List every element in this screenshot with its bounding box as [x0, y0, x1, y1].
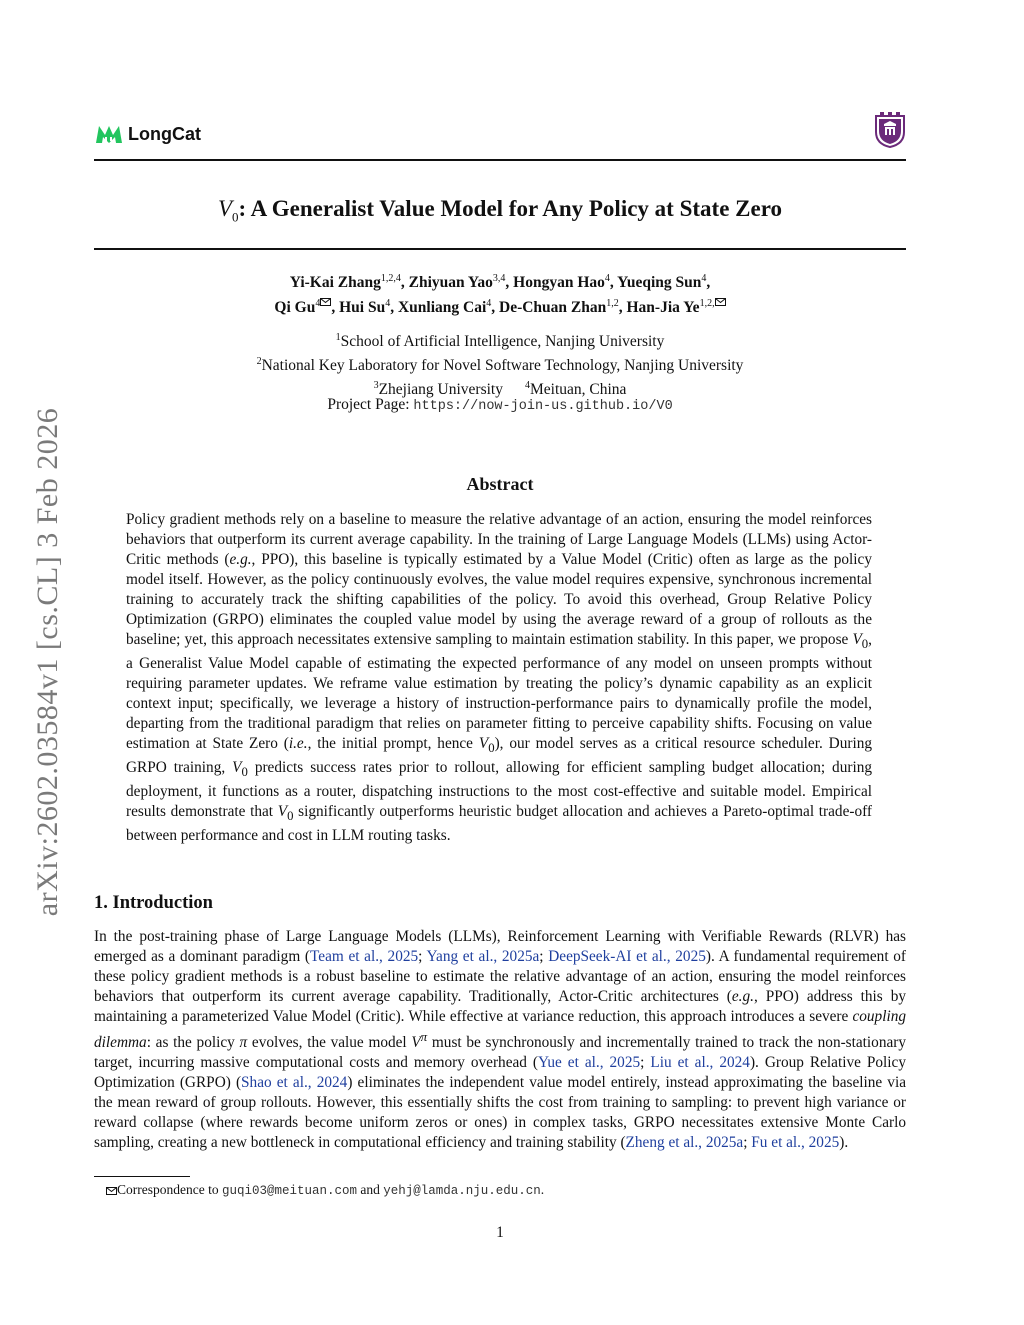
arxiv-stamp	[28, 380, 68, 945]
longcat-logo-icon	[94, 123, 124, 145]
introduction-body: In the post-training phase of Large Language Models (LLMs), Reinforcement Learning with Verifiable Rewards (RLVR) has emerged as a dominant paradigm (Team et al., 2025; Yang et al., 2025a; DeepSeek-AI et al., 2025). A fundamental requirement of these policy gradient methods is a robust baseline to estimate the relative advantage of an action, ensuring the model reinforces behaviors that outperform its current average capability. Traditionally, Actor-Critic architectures (e.g., PPO) address this by maintaining a parameterized Value Model (Critic). While effective at variance reduction, this approach introduces a severe coupling dilemma: as the policy π evolves, the value model $V^\pi$ must be synchronously and incrementally trained to track the non-stationary target, incurring massive computational costs and memory overhead (Yue et al., 2025; Liu et al., 2024). Group Relative Policy Optimization (GRPO) (Shao et al., 2024) eliminates the independent value model entirely, instead approximating the baseline via the mean reward of group rollouts. However, this essentially shifts the cost from training to sampling: to prevent high variance or reward collapse (where rewards become uniform zeros or ones) in complex tasks, GRPO necessitates extensive Monte Carlo sampling, creating a new bottleneck in computational efficiency and training stability (Zheng et al., 2025a; Fu et al., 2025).	[94, 928, 907, 1152]
citation-link[interactable]: DeepSeek-AI et al., 2025	[548, 948, 706, 965]
envelope-icon	[715, 298, 726, 306]
abstract-body: Policy gradient methods rely on a baseline to measure the relative advantage of an action, ensuring the model reinforces behaviors that outperform its current average capability. In the training of Large Language Models (LLMs) using Actor-Critic methods (e.g., PPO), this baseline is typically estimated by a Value Model (Critic) often as large as the policy model itself. However, as the policy continuously evolves, the value model requires expensive, synchronous incremental training to accurately track the shifting capabilities of the policy. To avoid this overhead, Group Relative Policy Optimization (GRPO) eliminates the coupled value model by using the average reward of a group of rollouts as the baseline; yet, this approach necessitates extensive sampling to maintain estimation stability. In this paper, we propose $V_0$, a Generalist Value Model capable of estimating the expected performance of any model on unseen prompts without requiring parameter updates. We reframe value estimation by treating the policy’s dynamic capability as an explicit context input; specifically, we leverage a history of instruction-performance pairs to dynamically profile the model, departing from the traditional paradigm that relies on parameter fitting to perceive capability shifts. Focusing on value estimation at State Zero (i.e., the initial prompt, hence $V_0$), our model serves as a critical resource scheduler. During GRPO training, $V_0$ predicts success rates prior to rollout, allowing for efficient sampling budget allocation; during deployment, it functions as a router, dispatching instructions to the most cost-effective and suitable model. Empirical results demonstrate that $V_0$ significantly outperforms heuristic budget allocation and achieves a Pareto-optimal trade-off between performance and cost in LLM routing tasks.	[126, 511, 873, 845]
affiliation-2: $^2$National Key Laboratory for Novel Software Technology, Nanjing University	[256, 356, 744, 375]
author-name: Yi-Kai Zhang	[289, 274, 381, 292]
author-name: Hui Su	[339, 299, 386, 317]
title-rule	[94, 248, 906, 250]
logo-text: LongCat	[128, 123, 201, 144]
paper-header	[94, 120, 906, 160]
email-link[interactable]: yehj@lamda.nju.edu.cn	[383, 1184, 541, 1198]
university-seal-icon	[874, 112, 906, 148]
arxiv-stamp-text: arXiv:2602.03584v1 [cs.CL] 3 Feb 2026	[31, 407, 64, 917]
envelope-icon	[106, 1187, 117, 1195]
envelope-icon	[320, 298, 331, 306]
page-number: 1	[496, 1224, 504, 1241]
author-line-1: Yi-Kai Zhang$^{1,2,4}$, Zhiyuan Yao$^{3,4}$, Hongyan Hao$^4$, Yueqing Sun$^4$,	[289, 273, 711, 292]
header-rule	[94, 159, 906, 161]
citation-link[interactable]: Team et al., 2025	[310, 948, 419, 965]
abstract-heading: Abstract	[466, 474, 534, 494]
citation-link[interactable]: Liu et al., 2024	[650, 1054, 750, 1072]
affiliations	[94, 328, 906, 400]
author-list	[94, 268, 906, 318]
author-name: Zhiyuan Yao	[408, 274, 493, 292]
citation-link[interactable]: Shao et al., 2024	[241, 1074, 348, 1092]
correspondence-footnote: Correspondence to guqi03@meituan.com and yehj@lamda.nju.edu.cn.	[106, 1182, 544, 1198]
citation-link[interactable]: Yang et al., 2025a	[426, 948, 540, 965]
author-name: Han-Jia Ye	[626, 299, 700, 317]
author-name: Yueqing Sun	[617, 274, 702, 292]
affiliation-3-4: $^3$Zhejiang University $^4$Meituan, China	[373, 380, 627, 399]
author-line-2: Qi Gu$^4$ , Hui Su$^4$, Xunliang Cai$^4$, De-Chuan Zhan$^{1,2}$, Han-Jia $Ye^{1,2,}$	[94, 293, 906, 318]
paper-title: $V_0$: A Generalist Value Model for Any Policy at State Zero	[217, 196, 782, 225]
footnote-rule	[94, 1176, 190, 1177]
affiliation-1: $^1$School of Artificial Intelligence, Nanjing University	[335, 332, 665, 351]
project-link[interactable]: https://now-join-us.github.io/V0	[413, 399, 673, 414]
citation-link[interactable]: Yue et al., 2025	[538, 1054, 641, 1072]
project-label: Project Page:	[327, 396, 414, 413]
author-name: Xunliang Cai	[397, 299, 487, 317]
project-page	[94, 396, 906, 414]
author-name: Hongyan Hao	[513, 274, 605, 292]
author-name: Qi Gu	[274, 299, 316, 317]
citation-link[interactable]: Zheng et al., 2025a	[625, 1134, 744, 1152]
citation-link[interactable]: Fu et al., 2025	[751, 1134, 840, 1152]
section-heading-introduction: 1. Introduction	[94, 893, 213, 913]
email-link[interactable]: guqi03@meituan.com	[221, 1184, 357, 1198]
author-name: De-Chuan Zhan	[499, 299, 607, 317]
longcat-logo	[94, 123, 201, 145]
